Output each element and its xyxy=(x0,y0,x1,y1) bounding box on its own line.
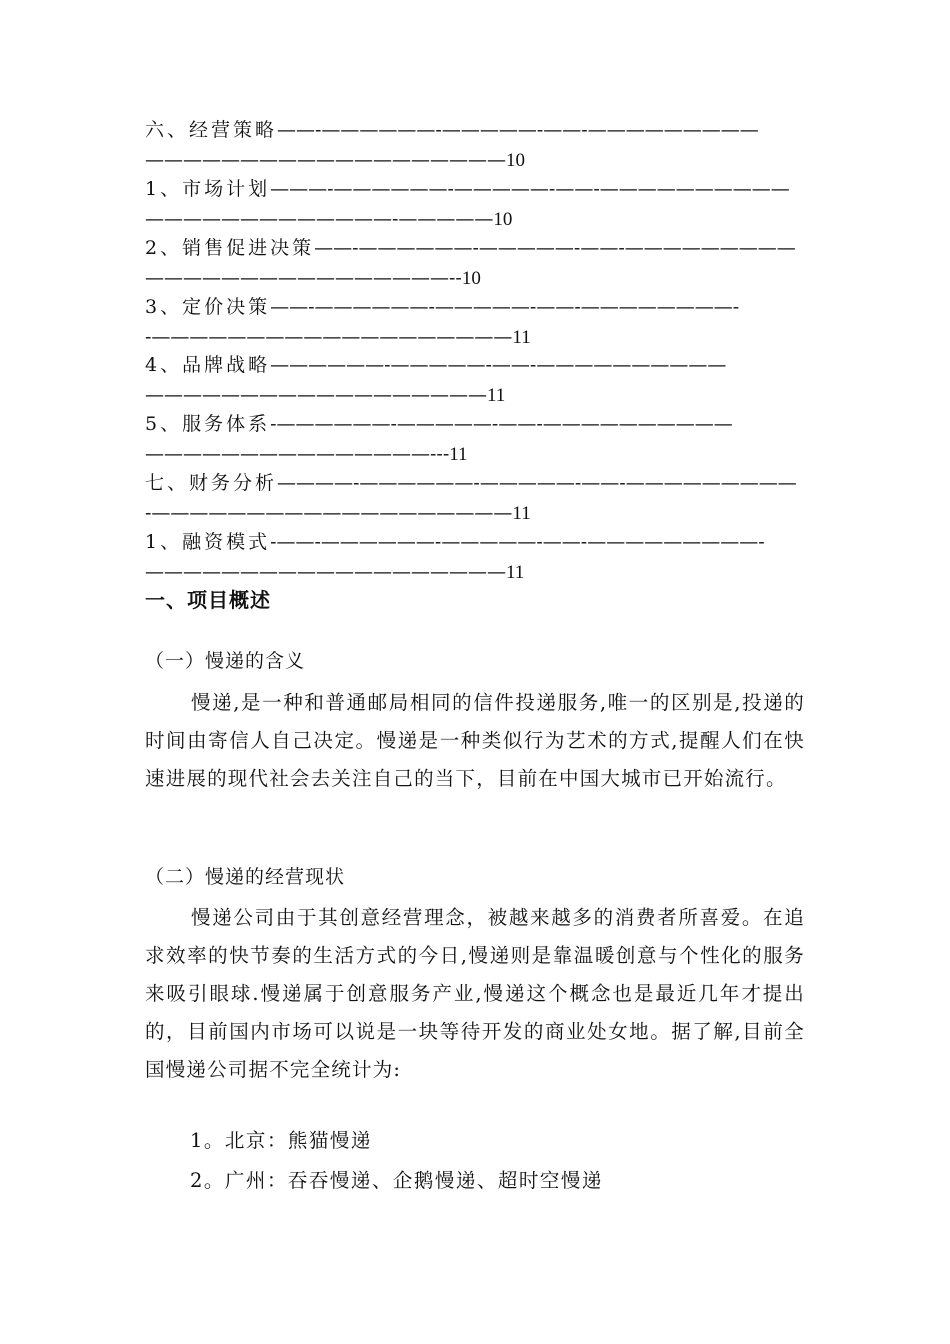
toc-leader: ———————————————--- xyxy=(145,443,450,465)
toc-title: 1、市场计划 xyxy=(145,178,271,200)
toc-page-number: 11 xyxy=(512,503,531,524)
toc-entry-page-line xyxy=(145,204,512,234)
toc-entry-title xyxy=(145,527,810,557)
toc-leader: ——————-—————-——-—————————— xyxy=(270,354,727,376)
toc-entry-title xyxy=(145,115,810,145)
toc-leader: -——————————————————— xyxy=(145,502,513,524)
toc-leader: -——————-—————-——-—————————— xyxy=(270,413,733,435)
toc-leader: ——-——————-—————-——-————————— xyxy=(277,119,759,141)
toc-entry-title xyxy=(145,409,810,439)
toc-entry-title xyxy=(145,350,810,380)
subsection-title: （一）慢递的含义 xyxy=(145,650,306,672)
toc-entry-page-line xyxy=(145,498,531,528)
toc-title: 2、销售促进决策 xyxy=(145,237,315,259)
toc-entry-page-line xyxy=(145,439,468,469)
toc-title: 七、财务分析 xyxy=(145,472,278,494)
body-paragraph: 慢递公司由于其创意经营理念，被越来越多的消费者所喜爱。在追求效率的快节奏的生活方式的今日,慢递则是靠温暖创意与个性化的服务来吸引眼球.慢递属于创意服务产业,慢递这个概念也是最近几年才提出的，目前国内市场可以说是一块等待开发的商业处女地。据了解,目前全国慢递公司据不完全统计为: xyxy=(145,906,805,1081)
toc-entry-title xyxy=(145,233,810,263)
toc-title: 4、品牌战略 xyxy=(145,354,271,376)
toc-entry-title xyxy=(145,174,810,204)
toc-title: 六、经营策略 xyxy=(145,119,278,141)
toc-leader: ————-——————-—————-——-————————— xyxy=(277,472,797,494)
toc-leader: ——-——————-—————-——-————————- xyxy=(270,296,740,318)
toc-entry-page-line xyxy=(145,557,524,587)
toc-title: 3、定价决策 xyxy=(145,296,271,318)
toc-entry-title xyxy=(145,292,810,322)
toc-leader: ——————————————————— xyxy=(145,561,506,583)
toc-page-number: 11 xyxy=(449,444,468,465)
toc-entry-page-line xyxy=(145,263,481,293)
toc-page-number: 10 xyxy=(461,268,481,289)
subsection-title: （二）慢递的经营现状 xyxy=(145,866,346,888)
toc-leader: —————————————-————— xyxy=(145,208,494,230)
toc-title: 5、服务体系 xyxy=(145,413,271,435)
list-item: 1。北京：熊猫慢递 xyxy=(190,1129,372,1152)
toc-leader: ———-——————-—————-——-—————————— xyxy=(270,178,790,200)
toc-entry-title xyxy=(145,468,810,498)
toc-page-number: 11 xyxy=(506,562,525,583)
section-heading: 一、项目概述 xyxy=(145,588,271,612)
list-item: 2。广州：吞吞慢递、企鹅慢递、超时空慢递 xyxy=(190,1169,603,1192)
toc-leader: -——————————————————— xyxy=(145,326,513,348)
toc-leader: ————————————————-- xyxy=(145,267,462,289)
toc-leader: —————————————————— xyxy=(145,384,487,406)
toc-entry-page-line xyxy=(145,380,505,410)
toc-page-number: 10 xyxy=(493,209,513,230)
toc-leader: ——-——————-—————-——-————————— xyxy=(314,237,796,259)
toc-entry-page-line xyxy=(145,145,525,175)
toc-title: 1、融资模式 xyxy=(145,531,271,553)
toc-entry-page-line xyxy=(145,322,531,352)
toc-page-number: 11 xyxy=(487,385,506,406)
toc-leader: -——-——————-—————-——-—————————- xyxy=(270,531,765,553)
toc-page-number: 10 xyxy=(506,150,525,171)
toc-page-number: 11 xyxy=(512,327,531,348)
body-paragraph: 慢递,是一种和普通邮局相同的信件投递服务,唯一的区别是,投递的时间由寄信人自己决定。慢递是一种类似行为艺术的方式,提醒人们在快速进展的现代社会去关注自己的当下，目前在中国大城市已开始流行。 xyxy=(145,691,805,790)
toc-leader: ——————————————————— xyxy=(145,149,506,171)
